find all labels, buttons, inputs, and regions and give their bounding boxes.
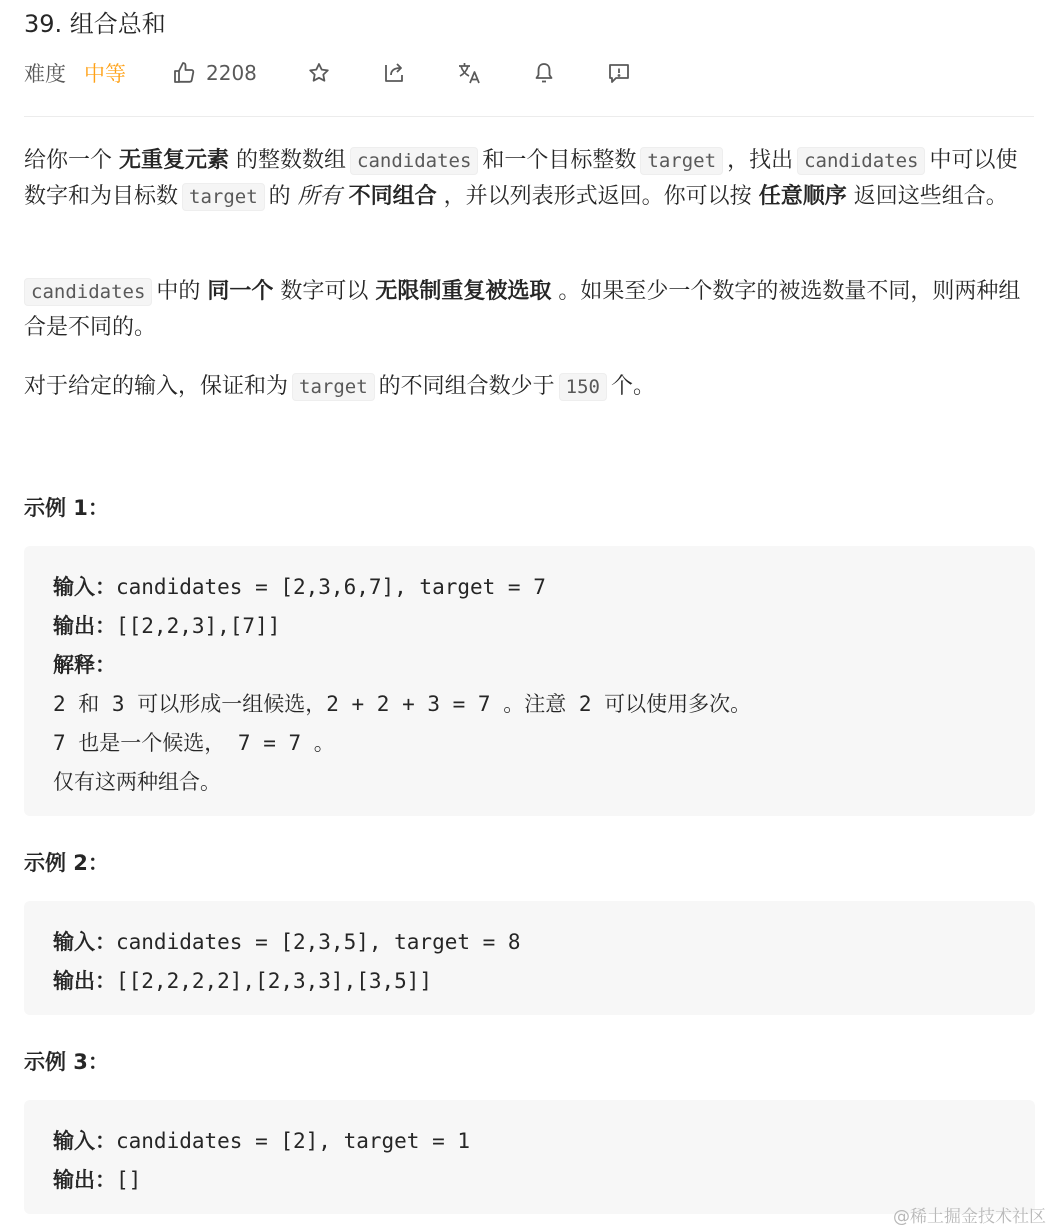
star-icon <box>307 61 331 85</box>
example-3-block <box>24 1100 1035 1214</box>
like-count: 2208 <box>206 61 257 85</box>
text <box>342 184 349 209</box>
text: 返回这些组合。 <box>846 184 1008 209</box>
text: ，并以列表形式返回。你可以按 <box>436 184 759 209</box>
description-paragraph-3 <box>24 369 1036 405</box>
inline-code: target <box>640 147 723 175</box>
bell-icon <box>532 61 556 85</box>
favorite-button[interactable] <box>305 59 333 87</box>
example-2-block <box>24 901 1035 1015</box>
feedback-button[interactable] <box>605 59 633 87</box>
text: 中可以使数字和为目标数 <box>24 148 1018 209</box>
italic-term: 所有 <box>297 184 342 209</box>
problem-meta-bar <box>24 56 633 90</box>
inline-code: candidates <box>350 147 478 175</box>
difficulty-label: 难度 <box>24 62 66 86</box>
output-label: 输出： <box>53 614 116 638</box>
output-label: 输出： <box>53 1168 116 1192</box>
text: 的不同组合数少于 <box>378 374 555 399</box>
translate-button[interactable] <box>455 59 483 87</box>
inline-code: 150 <box>559 373 607 401</box>
inline-code: candidates <box>797 147 925 175</box>
like-button[interactable] <box>172 61 257 85</box>
share-icon <box>382 61 406 85</box>
text: 和一个目标整数 <box>482 148 637 173</box>
example-3-heading: 示例 3： <box>24 1050 109 1074</box>
bold-term: 无限制重复被选取 <box>375 279 552 304</box>
text: 数字可以 <box>273 279 376 304</box>
text: 给你一个 <box>24 148 119 173</box>
text: 中的 <box>156 279 208 304</box>
example-input-line <box>53 1125 470 1155</box>
output-value: [] <box>116 1168 142 1192</box>
bold-term: 无重复元素 <box>119 148 230 173</box>
example-input-line <box>53 926 521 956</box>
example-output-line <box>53 1164 141 1194</box>
problem-title: 39. 组合总和 <box>24 10 166 38</box>
difficulty-badge: 中等 <box>84 62 126 86</box>
bold-term: 任意顺序 <box>758 184 847 209</box>
inline-code: target <box>182 183 265 211</box>
output-value: [[2,2,3],[7]] <box>116 614 281 638</box>
example-input-line <box>53 571 546 601</box>
input-label: 输入： <box>53 930 116 954</box>
text: ，找出 <box>727 148 794 173</box>
thumbs-up-icon <box>172 61 196 85</box>
example-1-heading: 示例 1： <box>24 496 109 520</box>
example-explain-text: 7 也是一个候选， 7 = 7 。 <box>53 731 335 755</box>
text: 的整数数组 <box>229 148 347 173</box>
example-explain-line <box>53 649 116 679</box>
example-explain-text: 仅有这两种组合。 <box>53 770 221 794</box>
input-value: candidates = [2], target = 1 <box>116 1129 471 1153</box>
header-divider <box>24 116 1034 117</box>
output-value: [[2,2,2,2],[2,3,3],[3,5]] <box>116 969 433 993</box>
inline-code: target <box>292 373 375 401</box>
watermark: @稀土掘金技术社区 <box>893 1207 1046 1227</box>
feedback-icon <box>607 61 631 85</box>
text: 的 <box>268 184 298 209</box>
example-2-heading: 示例 2： <box>24 851 109 875</box>
example-explain-text: 2 和 3 可以形成一组候选，2 + 2 + 3 = 7 。注意 2 可以使用多次。 <box>53 692 752 716</box>
notify-button[interactable] <box>530 59 558 87</box>
output-label: 输出： <box>53 969 116 993</box>
input-label: 输入： <box>53 575 116 599</box>
example-output-line <box>53 610 280 640</box>
bold-term: 不同组合 <box>348 184 437 209</box>
text: 对于给定的输入，保证和为 <box>24 374 289 399</box>
input-value: candidates = [2,3,5], target = 8 <box>116 930 521 954</box>
inline-code: candidates <box>24 278 152 306</box>
text: 个。 <box>611 374 656 399</box>
input-label: 输入： <box>53 1129 116 1153</box>
description-paragraph-2 <box>24 274 1036 346</box>
share-button[interactable] <box>380 59 408 87</box>
example-1-block <box>24 546 1035 816</box>
translate-icon <box>456 60 482 86</box>
example-output-line <box>53 965 432 995</box>
bold-term: 同一个 <box>207 279 274 304</box>
explain-label: 解释： <box>53 653 116 677</box>
text: 。如果至少一个数字的被选数量不同，则两种组合是不同的。 <box>24 279 1021 340</box>
description-paragraph-1 <box>24 143 1036 215</box>
input-value: candidates = [2,3,6,7], target = 7 <box>116 575 546 599</box>
